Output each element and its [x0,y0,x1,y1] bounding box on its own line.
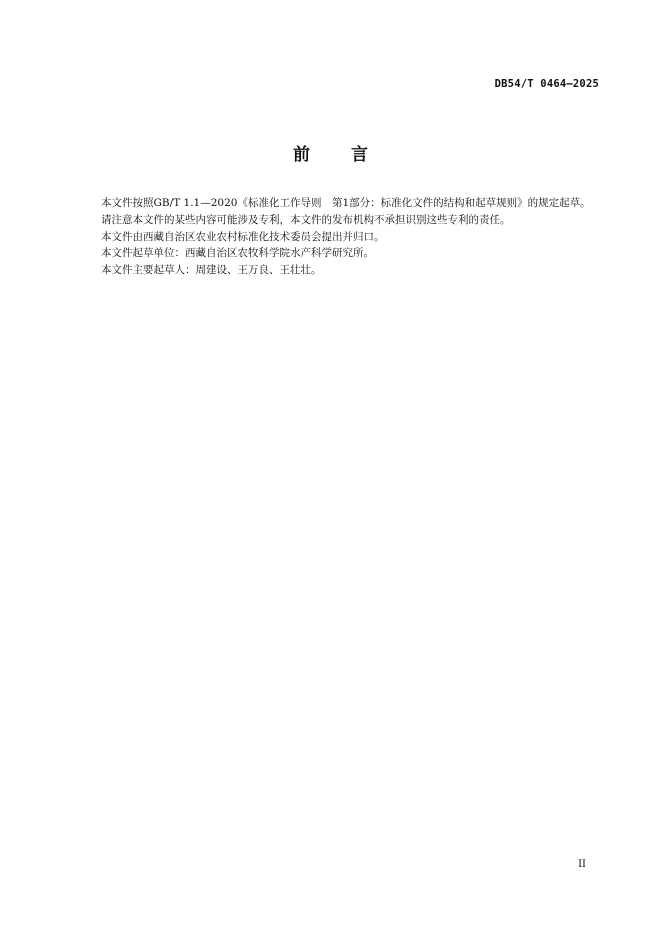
paragraph-drafting-unit: 本文件起草单位：西藏自治区农牧科学院水产科学研究所。 [101,247,375,260]
paragraph-drafting-rules: 本文件按照GB/T 1.1—2020《标准化工作导则 第1部分：标准化文件的结构和起草规则》的规定起草。 [101,197,591,209]
document-id: DB54/T 0464—2025 [494,78,599,90]
foreword-body [79,195,601,279]
paragraph-proposer: 本文件由西藏自治区农业农村标准化技术委员会提出并归口。 [101,230,385,243]
paragraph-drafters: 本文件主要起草人：周建设、王万良、王壮壮。 [101,264,322,277]
page-number: II [578,859,586,870]
title-char-2: 言 [351,145,369,165]
page-title [0,140,662,165]
title-char-1: 前 [293,145,311,165]
paragraph-patent-notice: 请注意本文件的某些内容可能涉及专利，本文件的发布机构不承担识别这些专利的责任。 [101,213,511,226]
